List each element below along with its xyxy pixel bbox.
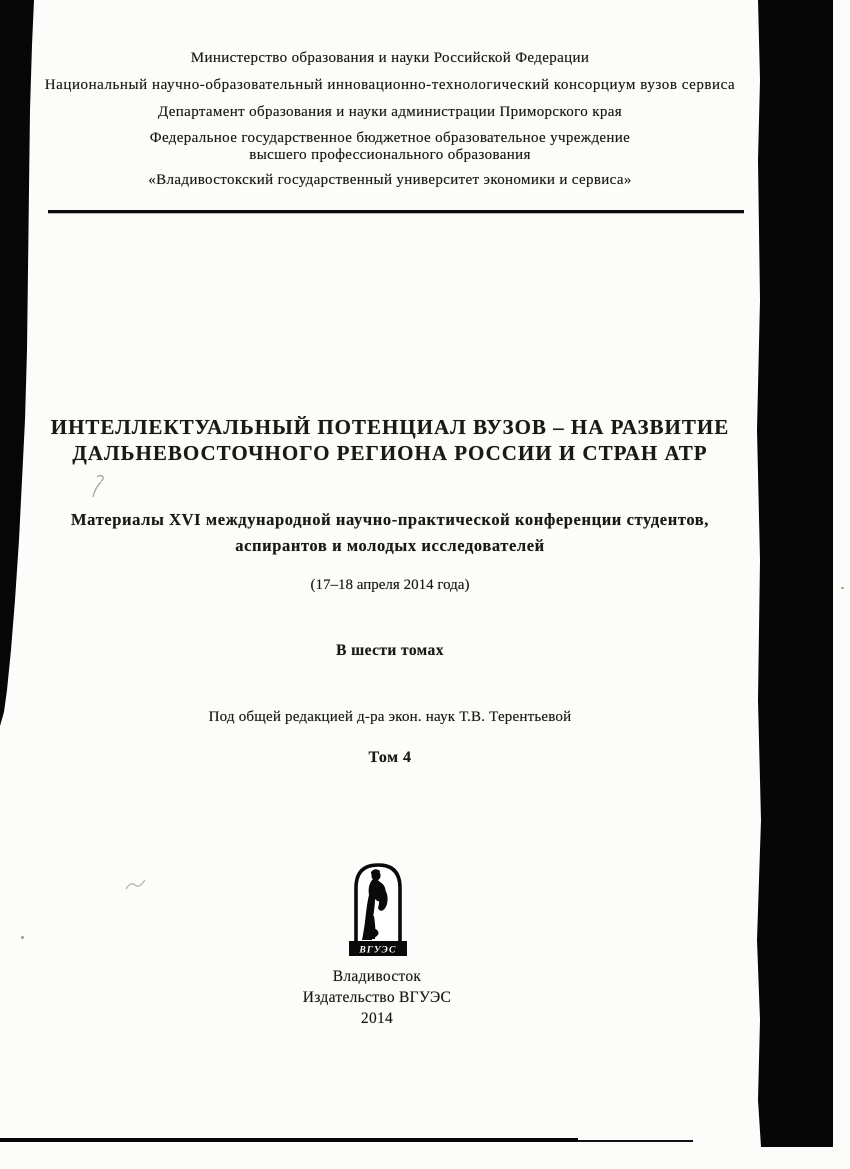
header-line-ministry: Министерство образования и науки Российской Федерации: [190, 50, 590, 66]
header-line-education: высшего профессионального образования: [249, 147, 531, 163]
pencil-mark-2: [124, 876, 148, 892]
subtitle-line2: аспирантов и молодых исследователей: [235, 536, 545, 555]
right-scan-band: [757, 0, 833, 1147]
volumes-note: В шести томах: [336, 642, 444, 659]
logo-band-label: ВГУЭС: [359, 945, 397, 956]
scan-speck-2: [841, 587, 844, 589]
horizontal-rule: [48, 210, 744, 213]
conference-date: (17–18 апреля 2014 года): [310, 577, 470, 593]
scan-speck: [21, 936, 24, 939]
subtitle-line1: Материалы XVI международной научно-практической конференции студентов,: [70, 510, 709, 529]
header-line-university: «Владивостокский государственный университет экономики и сервиса»: [148, 172, 632, 188]
bottom-scan-line-thin: [578, 1140, 693, 1142]
bottom-scan-line: [0, 1138, 578, 1142]
editor-note: Под общей редакцией д-ра экон. наук Т.В. Терентьевой: [208, 709, 572, 725]
conference-subtitle: [25, 507, 755, 559]
imprint-block: [177, 966, 577, 1029]
header-block: [25, 50, 755, 188]
main-title-line2: ДАЛЬНЕВОСТОЧНОГО РЕГИОНА РОССИИ И СТРАН АТР: [72, 441, 708, 465]
header-line-consortium: Национальный научно-образовательный инновационно-технологический консорциум вузов сервиса: [44, 77, 736, 93]
imprint-publisher: Издательство ВГУЭС: [302, 989, 452, 1006]
volume-number: Том 4: [368, 749, 412, 766]
university-logo: [349, 859, 407, 958]
header-line-department: Департамент образования и науки администрации Приморского края: [158, 104, 622, 120]
imprint-year: 2014: [360, 1010, 394, 1027]
main-title: [25, 414, 755, 466]
main-title-line1: ИНТЕЛЛЕКТУАЛЬНЫЙ ПОТЕНЦИАЛ ВУЗОВ – НА РАЗВИТИЕ: [50, 415, 730, 439]
pencil-mark: [90, 474, 108, 500]
imprint-city: Владивосток: [332, 968, 422, 985]
header-line-institution: Федеральное государственное бюджетное образовательное учреждение: [149, 130, 631, 146]
